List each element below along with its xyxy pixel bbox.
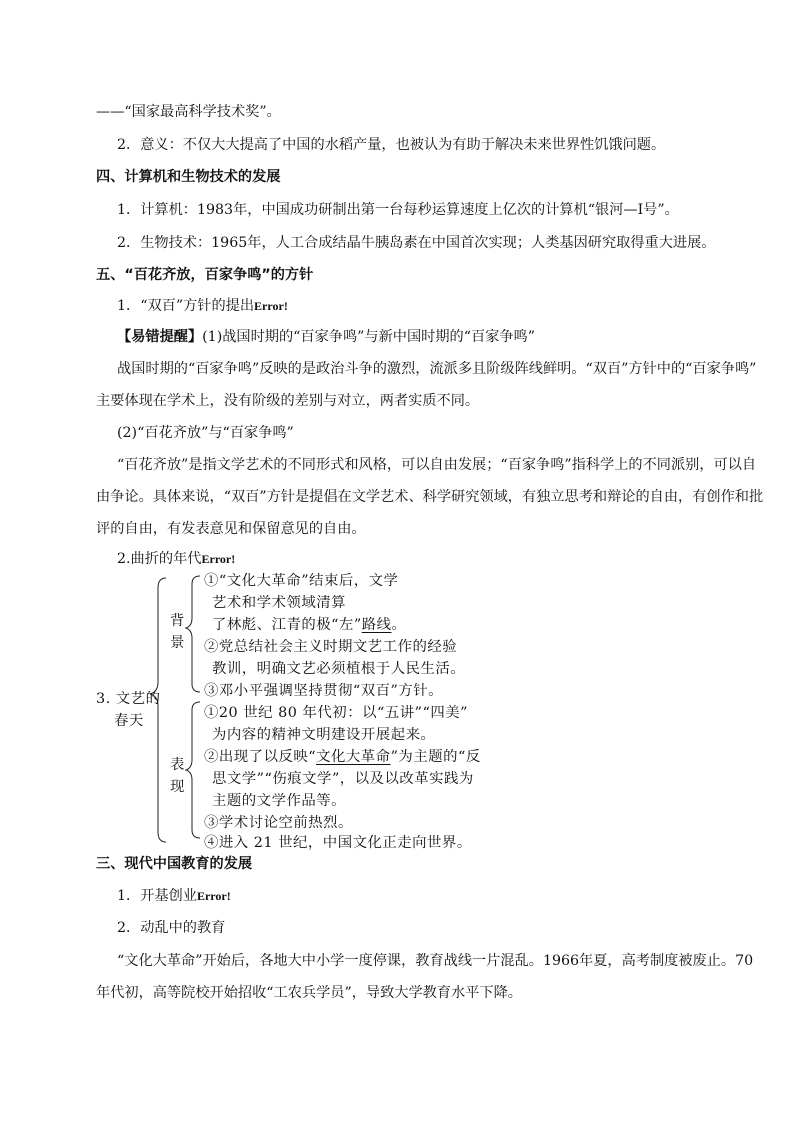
- background-item: ③邓小平强调坚持贯彻“双百”方针。: [204, 683, 444, 699]
- text-span: (1)战国时期的“百家争鸣”与新中国时期的“百家争鸣”: [202, 329, 536, 345]
- section-heading: 五、“百花齐放，百家争鸣”的方针: [96, 267, 314, 283]
- manifestation-label: 现: [170, 779, 185, 795]
- text-span: 1．开基创业: [117, 888, 197, 904]
- text-line: ——“国家最高科学技术奖”。: [96, 104, 281, 120]
- background-label: 背: [170, 613, 185, 629]
- manifestation-brace: [186, 702, 200, 838]
- text-line: 由争论。具体来说，“双百”方针是提倡在文学艺术、科学研究领域，有独立思考和辩论的自由，有创作和批: [96, 489, 764, 505]
- manifestation-label: 表: [170, 757, 185, 773]
- root-brace: [150, 578, 166, 842]
- background-brace: [186, 576, 200, 692]
- underlined-text: 路线: [361, 617, 392, 633]
- text-line: 1．计算机：1983年，中国成功研制出第一台每秒运算速度上亿次的计算机“银河—Ⅰ号”。: [117, 202, 679, 218]
- text-line: [117, 328, 535, 346]
- manifestation-item: ①20 世纪 80 年代初：以“五讲”“四美”: [204, 705, 468, 721]
- text-line: 2．意义：不仅大大提高了中国的水稻产量，也被认为有助于解决未来世界性饥饿问题。: [117, 137, 666, 153]
- text-line: 2．生物技术：1965年，人工合成结晶牛胰岛素在中国首次实现；人类基因研究取得重大进展。: [117, 235, 716, 251]
- manifestation-item: 主题的文学作品等。: [212, 793, 347, 809]
- manifestation-item: ③学术讨论空前热烈。: [204, 815, 353, 831]
- tip-tag: 【易错提醒】: [117, 329, 203, 345]
- text-span: ”为主题的“反: [390, 749, 481, 765]
- background-item: 艺术和学术领域清算: [212, 595, 347, 611]
- background-item: ②党总结社会主义时期文艺工作的经验: [204, 639, 458, 655]
- root-label-line1: 3. 文艺的: [96, 691, 161, 707]
- text-span: 。: [391, 617, 407, 633]
- text-line: 2．动乱中的教育: [117, 920, 226, 936]
- error-marker: Error!: [196, 889, 231, 903]
- manifestation-item: ④进入 21 世纪，中国文化正走向世界。: [204, 835, 472, 851]
- culture-spring-tree-diagram: [96, 570, 516, 850]
- text-line: [117, 297, 288, 315]
- text-line: (2)“百花齐放”与“百家争鸣”: [117, 425, 294, 441]
- text-span: 了林彪、江青的极“左”: [212, 617, 362, 633]
- text-line: 年代初，高等院校开始招收“工农兵学员”，导致大学教育水平下降。: [96, 985, 522, 1001]
- text-line: [117, 550, 235, 568]
- text-line: [117, 887, 231, 905]
- background-item: ①“文化大革命”结束后，文学: [204, 573, 399, 589]
- section-heading: 三、现代中国教育的发展: [96, 856, 253, 872]
- manifestation-item: 思文学”“伤痕文学”，以及以改革实践为: [212, 771, 474, 787]
- background-label: 景: [170, 635, 185, 651]
- text-line: 主要体现在学术上，没有阶级的差别与对立，两者实质不同。: [96, 393, 480, 409]
- error-marker: Error!: [254, 299, 288, 313]
- text-line: “文化大革命”开始后，各地大中小学一度停课，教育战线一片混乱。1966年夏，高考制度被废止。70: [117, 953, 754, 969]
- underlined-text: 文化大革命: [316, 749, 391, 765]
- text-span: 1．“双百”方针的提出: [117, 298, 255, 314]
- error-marker: Error!: [201, 552, 236, 566]
- background-item: 教训，明确文艺必须植根于人民生活。: [212, 661, 466, 677]
- root-label-line2: 春天: [114, 713, 144, 729]
- text-span: ②出现了以反映“: [204, 749, 317, 765]
- text-span: 2.曲折的年代: [117, 551, 202, 567]
- text-line: “百花齐放”是指文学艺术的不同形式和风格，可以自由发展；“百家争鸣”指科学上的不同派别，可以自: [117, 457, 757, 473]
- section-heading: 四、计算机和生物技术的发展: [96, 169, 281, 185]
- text-line: 战国时期的“百家争鸣”反映的是政治斗争的激烈，流派多且阶级阵线鲜明。“双百”方针中的“百家争鸣”: [117, 361, 757, 377]
- manifestation-item: 为内容的精神文明建设开展起来。: [212, 727, 436, 743]
- text-line: 评的自由，有发表意见和保留意见的自由。: [96, 521, 366, 537]
- background-item: [212, 616, 406, 634]
- manifestation-item: [204, 748, 481, 766]
